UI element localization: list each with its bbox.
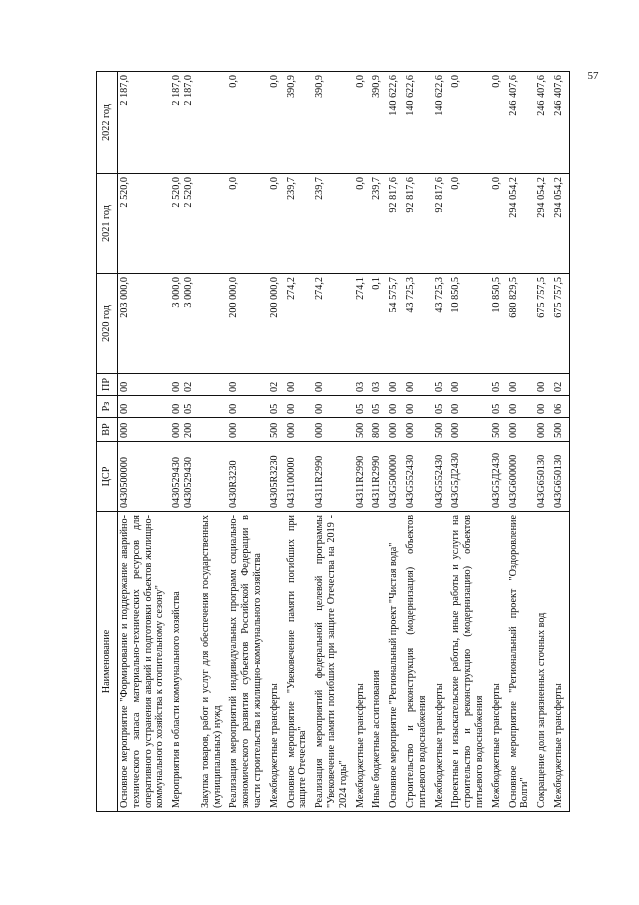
cell-csr <box>170 442 199 512</box>
header-pr: ПР <box>97 374 118 396</box>
cell-2020 <box>535 274 552 374</box>
cell-pr-value: 00 <box>388 381 400 392</box>
cell-2022-value: 140 622,6 <box>388 75 400 116</box>
cell-rz <box>268 396 285 418</box>
cell-csr <box>433 442 450 512</box>
cell-pr <box>227 374 267 396</box>
cell-vr-value: 800 <box>371 422 383 438</box>
cell-vr <box>199 418 228 442</box>
cell-name: Основное мероприятие "Региональный проект "Оздоровление Волги" <box>507 512 536 812</box>
cell-2021 <box>227 174 267 274</box>
cell-2020-value: 43 725,3 <box>404 277 416 313</box>
cell-rz-value: 00 <box>171 403 183 414</box>
cell-csr-value: 043G5Д2430 <box>450 452 462 508</box>
budget-table <box>96 71 570 812</box>
cell-2022-value: 390,9 <box>371 75 383 98</box>
cell-rz <box>535 396 552 418</box>
table-row <box>199 72 228 812</box>
cell-2022 <box>490 72 507 174</box>
cell-2020-value: 274,2 <box>285 277 297 300</box>
cell-2020-value: 274,1 <box>354 277 366 300</box>
cell-2020 <box>490 274 507 374</box>
cell-2021-value: 2 520,0 <box>182 177 194 208</box>
cell-name: Реализация мероприятий индивидуальных программ социально-экономического развития субъектов Российской Федерации в части строительства и жилищно-коммунального хозяйства <box>227 512 267 812</box>
cell-vr <box>449 418 489 442</box>
cell-2022 <box>268 72 285 174</box>
cell-csr-value: 043G600000 <box>507 454 519 508</box>
cell-2022 <box>552 72 569 174</box>
cell-pr <box>387 374 404 396</box>
cell-csr <box>268 442 285 512</box>
cell-2020 <box>404 274 433 374</box>
cell-rz <box>370 396 387 418</box>
cell-name: Проектные и изыскательские работы, иные работы и услуги на строительство и реконструкцию (модернизацию) объектов питьевого водоснабжения <box>449 512 489 812</box>
cell-2021-value: 92 817,6 <box>404 177 416 213</box>
cell-2022-value: 140 622,6 <box>433 75 445 116</box>
cell-2021 <box>449 174 489 274</box>
cell-csr-value: 04311R2990 <box>371 455 383 508</box>
cell-2021-value: 294 054,2 <box>552 177 564 218</box>
cell-2022-value: 246 407,6 <box>552 75 564 116</box>
cell-2022-value: 246 407,6 <box>536 75 548 116</box>
cell-2021-value: 0,0 <box>268 177 280 190</box>
cell-rz-value: 00 <box>228 403 240 414</box>
cell-pr <box>404 374 433 396</box>
header-rz: Рз <box>97 396 118 418</box>
cell-2021 <box>313 174 353 274</box>
cell-2020-value: 0,1 <box>371 277 383 290</box>
cell-vr <box>433 418 450 442</box>
cell-pr <box>552 374 569 396</box>
cell-2021 <box>118 174 171 274</box>
cell-vr-value: 000 <box>171 422 183 438</box>
cell-2020 <box>170 274 199 374</box>
cell-vr-value: 000 <box>536 422 548 438</box>
cell-2022-value: 0,0 <box>490 75 502 88</box>
table-row <box>370 72 387 812</box>
cell-rz <box>449 396 489 418</box>
cell-2020 <box>199 274 228 374</box>
cell-2022-value: 0,0 <box>228 75 240 88</box>
cell-pr <box>118 374 171 396</box>
cell-pr-value: 00 <box>285 381 297 392</box>
cell-2022-value: 2 187,0 <box>182 75 194 106</box>
cell-2020 <box>118 274 171 374</box>
cell-csr-value: 0430529430 <box>171 457 183 508</box>
cell-2022 <box>370 72 387 174</box>
cell-csr <box>535 442 552 512</box>
cell-pr-value: 00 <box>119 381 130 392</box>
cell-2020 <box>370 274 387 374</box>
cell-rz <box>170 396 199 418</box>
cell-rz-value: 05 <box>490 403 502 414</box>
table-row <box>268 72 285 812</box>
cell-rz <box>404 396 433 418</box>
cell-2022 <box>285 72 314 174</box>
cell-2021 <box>535 174 552 274</box>
cell-csr-value: 043G500000 <box>388 454 400 508</box>
cell-pr <box>370 374 387 396</box>
cell-rz <box>354 396 371 418</box>
cell-vr <box>404 418 433 442</box>
cell-csr <box>449 442 489 512</box>
cell-csr <box>313 442 353 512</box>
cell-2020 <box>449 274 489 374</box>
cell-2020-value: 203 000,0 <box>119 277 130 318</box>
cell-csr-value: 0430529430 <box>182 457 194 508</box>
cell-rz-value: 05 <box>371 403 383 414</box>
cell-vr <box>535 418 552 442</box>
cell-2020-value: 10 850,5 <box>450 277 462 313</box>
cell-rz-value: 05 <box>182 403 194 414</box>
cell-2020-value: 675 757,5 <box>536 277 548 318</box>
cell-vr-value: 500 <box>490 422 502 438</box>
cell-2020-value: 680 829,5 <box>507 277 519 318</box>
cell-vr <box>552 418 569 442</box>
cell-2021 <box>268 174 285 274</box>
header-vr: ВР <box>97 418 118 442</box>
cell-pr <box>285 374 314 396</box>
cell-2021-value: 239,7 <box>285 177 297 200</box>
cell-vr-value: 000 <box>314 422 326 438</box>
cell-vr <box>227 418 267 442</box>
cell-csr-value: 0430R3230 <box>228 460 240 508</box>
cell-pr-value: 03 <box>371 381 383 392</box>
cell-2020 <box>433 274 450 374</box>
table-row <box>552 72 569 812</box>
cell-csr <box>552 442 569 512</box>
cell-csr-value: 043G552430 <box>404 454 416 508</box>
cell-2021 <box>552 174 569 274</box>
cell-csr <box>490 442 507 512</box>
cell-2021-value: 0,0 <box>450 177 462 190</box>
table-row <box>507 72 536 812</box>
cell-2020 <box>268 274 285 374</box>
cell-2021-value: 239,7 <box>314 177 326 200</box>
cell-2022-value: 246 407,6 <box>507 75 519 116</box>
cell-2021 <box>370 174 387 274</box>
cell-pr <box>170 374 199 396</box>
cell-rz-value: 00 <box>388 403 400 414</box>
cell-pr-value: 02 <box>268 381 280 392</box>
cell-2021-value: 0,0 <box>490 177 502 190</box>
table-row <box>118 72 171 812</box>
cell-vr <box>387 418 404 442</box>
cell-pr <box>354 374 371 396</box>
cell-pr-value: 02 <box>182 381 194 392</box>
cell-2022-value: 2 187,0 <box>119 75 130 106</box>
cell-rz-value: 05 <box>268 403 280 414</box>
cell-vr <box>170 418 199 442</box>
cell-2022-value: 2 187,0 <box>171 75 183 106</box>
cell-rz <box>227 396 267 418</box>
cell-2022 <box>227 72 267 174</box>
cell-vr-value: 000 <box>388 422 400 438</box>
table-row <box>170 72 199 812</box>
cell-rz <box>313 396 353 418</box>
cell-pr-value: 02 <box>552 381 564 392</box>
table-row <box>535 72 552 812</box>
cell-2021 <box>490 174 507 274</box>
cell-csr-value: 04311R2990 <box>354 455 366 508</box>
cell-2022 <box>404 72 433 174</box>
cell-2020-value: 274,2 <box>314 277 326 300</box>
cell-vr <box>118 418 171 442</box>
cell-2022 <box>199 72 228 174</box>
cell-2022-value: 390,9 <box>314 75 326 98</box>
table-row <box>433 72 450 812</box>
cell-2022-value: 0,0 <box>450 75 462 88</box>
cell-2020 <box>354 274 371 374</box>
table-row <box>449 72 489 812</box>
budget-table-rotated <box>96 72 564 812</box>
cell-pr-value: 00 <box>314 381 326 392</box>
cell-name: Межбюджетные трансферты <box>433 512 450 812</box>
cell-rz-value: 05 <box>354 403 366 414</box>
cell-vr-value: 000 <box>119 422 130 438</box>
cell-2021-value: 294 054,2 <box>507 177 519 218</box>
cell-2021 <box>507 174 536 274</box>
cell-2022 <box>313 72 353 174</box>
header-2020: 2020 год <box>97 274 118 374</box>
cell-pr-value: 05 <box>490 381 502 392</box>
cell-rz-value: 00 <box>119 403 130 414</box>
cell-name: Строительство и реконструкция (модернизация) объектов питьевого водоснабжения <box>404 512 433 812</box>
cell-vr-value: 500 <box>433 422 445 438</box>
cell-name: Иные бюджетные ассигнования <box>370 512 387 812</box>
cell-csr-value: 04305R3230 <box>268 455 280 508</box>
cell-csr <box>199 442 228 512</box>
cell-2021 <box>199 174 228 274</box>
cell-pr <box>433 374 450 396</box>
table-row <box>490 72 507 812</box>
cell-vr <box>313 418 353 442</box>
cell-2022 <box>387 72 404 174</box>
cell-pr-value: 00 <box>171 381 183 392</box>
cell-csr <box>285 442 314 512</box>
cell-pr-value: 00 <box>536 381 548 392</box>
cell-name: Межбюджетные трансферты <box>552 512 569 812</box>
cell-2021 <box>387 174 404 274</box>
cell-rz-value: 05 <box>433 403 445 414</box>
cell-2020-value: 10 850,5 <box>490 277 502 313</box>
cell-vr <box>490 418 507 442</box>
cell-vr-value: 000 <box>507 422 519 438</box>
cell-pr-value: 00 <box>228 381 240 392</box>
cell-rz-value: 00 <box>314 403 326 414</box>
cell-rz-value: 00 <box>507 403 519 414</box>
cell-2022-value: 140 622,6 <box>404 75 416 116</box>
cell-2020-value: 200 000,0 <box>268 277 280 318</box>
cell-vr <box>285 418 314 442</box>
cell-csr-value: 043G5Д2430 <box>490 452 502 508</box>
table-body <box>118 72 570 812</box>
cell-2020-value: 3 000,0 <box>171 277 183 308</box>
cell-2020-value: 200 000,0 <box>228 277 240 318</box>
cell-name: Основное мероприятие "Увековечение памяти погибших при защите Отечества" <box>285 512 314 812</box>
cell-vr-value: 000 <box>450 422 462 438</box>
table-row <box>404 72 433 812</box>
cell-pr <box>449 374 489 396</box>
table-header-row <box>97 72 118 812</box>
cell-2021-value: 92 817,6 <box>433 177 445 213</box>
header-name: Наименование <box>97 512 118 812</box>
cell-rz-value: 00 <box>450 403 462 414</box>
table-row <box>227 72 267 812</box>
cell-csr <box>404 442 433 512</box>
cell-vr <box>507 418 536 442</box>
header-2022: 2022 год <box>97 72 118 174</box>
cell-2022-value: 0,0 <box>268 75 280 88</box>
cell-name: Мероприятия в области коммунального хозяйства <box>170 512 199 812</box>
cell-2021-value: 92 817,6 <box>388 177 400 213</box>
cell-2020-value: 43 725,3 <box>433 277 445 313</box>
cell-pr-value: 00 <box>404 381 416 392</box>
cell-rz <box>285 396 314 418</box>
cell-csr-value: 04311R2990 <box>314 455 326 508</box>
cell-pr <box>199 374 228 396</box>
cell-rz <box>433 396 450 418</box>
cell-name: Сокращение доли загрязненных сточных вод <box>535 512 552 812</box>
cell-vr-value: 000 <box>228 422 240 438</box>
cell-2021 <box>285 174 314 274</box>
cell-vr-value: 200 <box>182 422 194 438</box>
cell-csr <box>387 442 404 512</box>
cell-pr-value: 03 <box>354 381 366 392</box>
page-number: 57 <box>587 70 599 82</box>
cell-name: Реализация мероприятий федеральной целевой программы "Увековечение памяти погибших при защите Отечества на 2019 - 2024 годы" <box>313 512 353 812</box>
cell-csr <box>118 442 171 512</box>
cell-pr-value: 00 <box>507 381 519 392</box>
cell-pr <box>313 374 353 396</box>
cell-2021-value: 0,0 <box>228 177 240 190</box>
cell-vr-value: 500 <box>552 422 564 438</box>
cell-2022 <box>433 72 450 174</box>
cell-rz-value: 00 <box>536 403 548 414</box>
cell-rz <box>490 396 507 418</box>
cell-2021-value: 2 520,0 <box>171 177 183 208</box>
cell-pr <box>535 374 552 396</box>
cell-csr <box>354 442 371 512</box>
cell-2021-value: 239,7 <box>371 177 383 200</box>
cell-2020 <box>227 274 267 374</box>
cell-2020-value: 3 000,0 <box>182 277 194 308</box>
cell-vr-value: 000 <box>404 422 416 438</box>
cell-name: Межбюджетные трансферты <box>354 512 371 812</box>
cell-2022 <box>507 72 536 174</box>
cell-name: Межбюджетные трансферты <box>490 512 507 812</box>
cell-2020 <box>313 274 353 374</box>
cell-2021-value: 294 054,2 <box>536 177 548 218</box>
cell-vr <box>354 418 371 442</box>
cell-2022 <box>170 72 199 174</box>
cell-2022 <box>354 72 371 174</box>
cell-vr <box>268 418 285 442</box>
cell-name: Основное мероприятие "Формирование и поддержание аварийно-технического запаса материально-технических ресурсов для оперативного устранения аварий и подготовки объектов жилищно-коммунального хозяйства к отопительному сезону" <box>118 512 171 812</box>
cell-2020 <box>552 274 569 374</box>
table-row <box>285 72 314 812</box>
cell-csr-value: 0431100000 <box>285 457 297 508</box>
cell-vr <box>370 418 387 442</box>
cell-2022 <box>535 72 552 174</box>
cell-csr <box>507 442 536 512</box>
cell-name: Основное мероприятие "Региональный проект "Чистая вода" <box>387 512 404 812</box>
header-2021: 2021 год <box>97 174 118 274</box>
table-row <box>354 72 371 812</box>
cell-2020-value: 675 757,5 <box>552 277 564 318</box>
cell-2020-value: 54 575,7 <box>388 277 400 313</box>
cell-csr <box>370 442 387 512</box>
cell-pr-value: 00 <box>450 381 462 392</box>
cell-2021 <box>354 174 371 274</box>
cell-rz <box>199 396 228 418</box>
cell-rz <box>507 396 536 418</box>
cell-csr-value: 043G650130 <box>552 454 564 508</box>
cell-rz-value: 00 <box>285 403 297 414</box>
cell-2020 <box>285 274 314 374</box>
cell-2022-value: 390,9 <box>285 75 297 98</box>
cell-csr <box>227 442 267 512</box>
cell-pr <box>507 374 536 396</box>
cell-2021 <box>170 174 199 274</box>
cell-2020 <box>507 274 536 374</box>
cell-pr <box>490 374 507 396</box>
cell-csr-value: 043G650130 <box>536 454 548 508</box>
cell-rz <box>118 396 171 418</box>
cell-rz-value: 00 <box>404 403 416 414</box>
cell-vr-value: 500 <box>354 422 366 438</box>
cell-2022 <box>118 72 171 174</box>
cell-2021 <box>404 174 433 274</box>
cell-2022 <box>449 72 489 174</box>
table-row <box>313 72 353 812</box>
cell-vr-value: 000 <box>285 422 297 438</box>
cell-rz <box>387 396 404 418</box>
cell-name: Закупка товаров, работ и услуг для обеспечения государственных (муниципальных) нужд <box>199 512 228 812</box>
cell-rz-value: 06 <box>552 403 564 414</box>
table-row <box>387 72 404 812</box>
cell-2021 <box>433 174 450 274</box>
cell-2021-value: 2 520,0 <box>119 177 130 208</box>
cell-rz <box>552 396 569 418</box>
cell-csr-value: 043G552430 <box>433 454 445 508</box>
cell-pr-value: 05 <box>433 381 445 392</box>
cell-2020 <box>387 274 404 374</box>
cell-name: Межбюджетные трансферты <box>268 512 285 812</box>
cell-2021-value: 0,0 <box>354 177 366 190</box>
cell-csr-value: 0430500000 <box>119 457 130 508</box>
header-csr: ЦСР <box>97 442 118 512</box>
cell-2022-value: 0,0 <box>354 75 366 88</box>
cell-pr <box>268 374 285 396</box>
cell-vr-value: 500 <box>268 422 280 438</box>
